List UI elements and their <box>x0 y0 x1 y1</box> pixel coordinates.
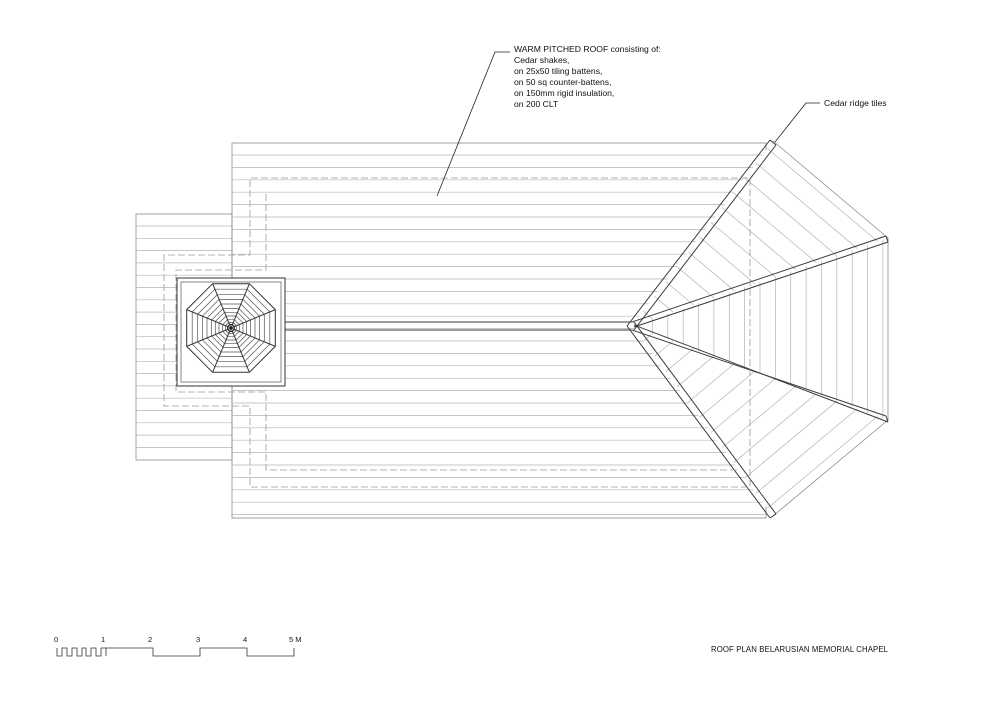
scale-tick-label: 5 M <box>289 635 302 644</box>
note-line: on 25x50 tiling battens, <box>514 66 603 76</box>
drawing-title: ROOF PLAN BELARUSIAN MEMORIAL CHAPEL <box>711 645 889 654</box>
note-line: WARM PITCHED ROOF consisting of: <box>514 44 661 54</box>
note-line: Cedar shakes, <box>514 55 570 65</box>
apse-mask <box>632 141 900 516</box>
roof-build-up-leader <box>437 52 510 196</box>
cupola <box>177 278 285 386</box>
ridge-tiles-note: Cedar ridge tiles <box>824 98 887 108</box>
note-line: on 50 sq counter-battens, <box>514 77 612 87</box>
scale-tick-label: 0 <box>54 635 59 644</box>
ridge-tiles-leader <box>775 103 820 142</box>
scale-tick-label: 1 <box>101 635 106 644</box>
scale-tick-label: 2 <box>148 635 153 644</box>
roof-build-up-note <box>514 44 661 109</box>
scale-bar <box>54 635 302 656</box>
note-line: on 200 CLT <box>514 99 559 109</box>
scale-tick-label: 3 <box>196 635 201 644</box>
note-line: on 150mm rigid insulation, <box>514 88 615 98</box>
scale-tick-label: 4 <box>243 635 248 644</box>
